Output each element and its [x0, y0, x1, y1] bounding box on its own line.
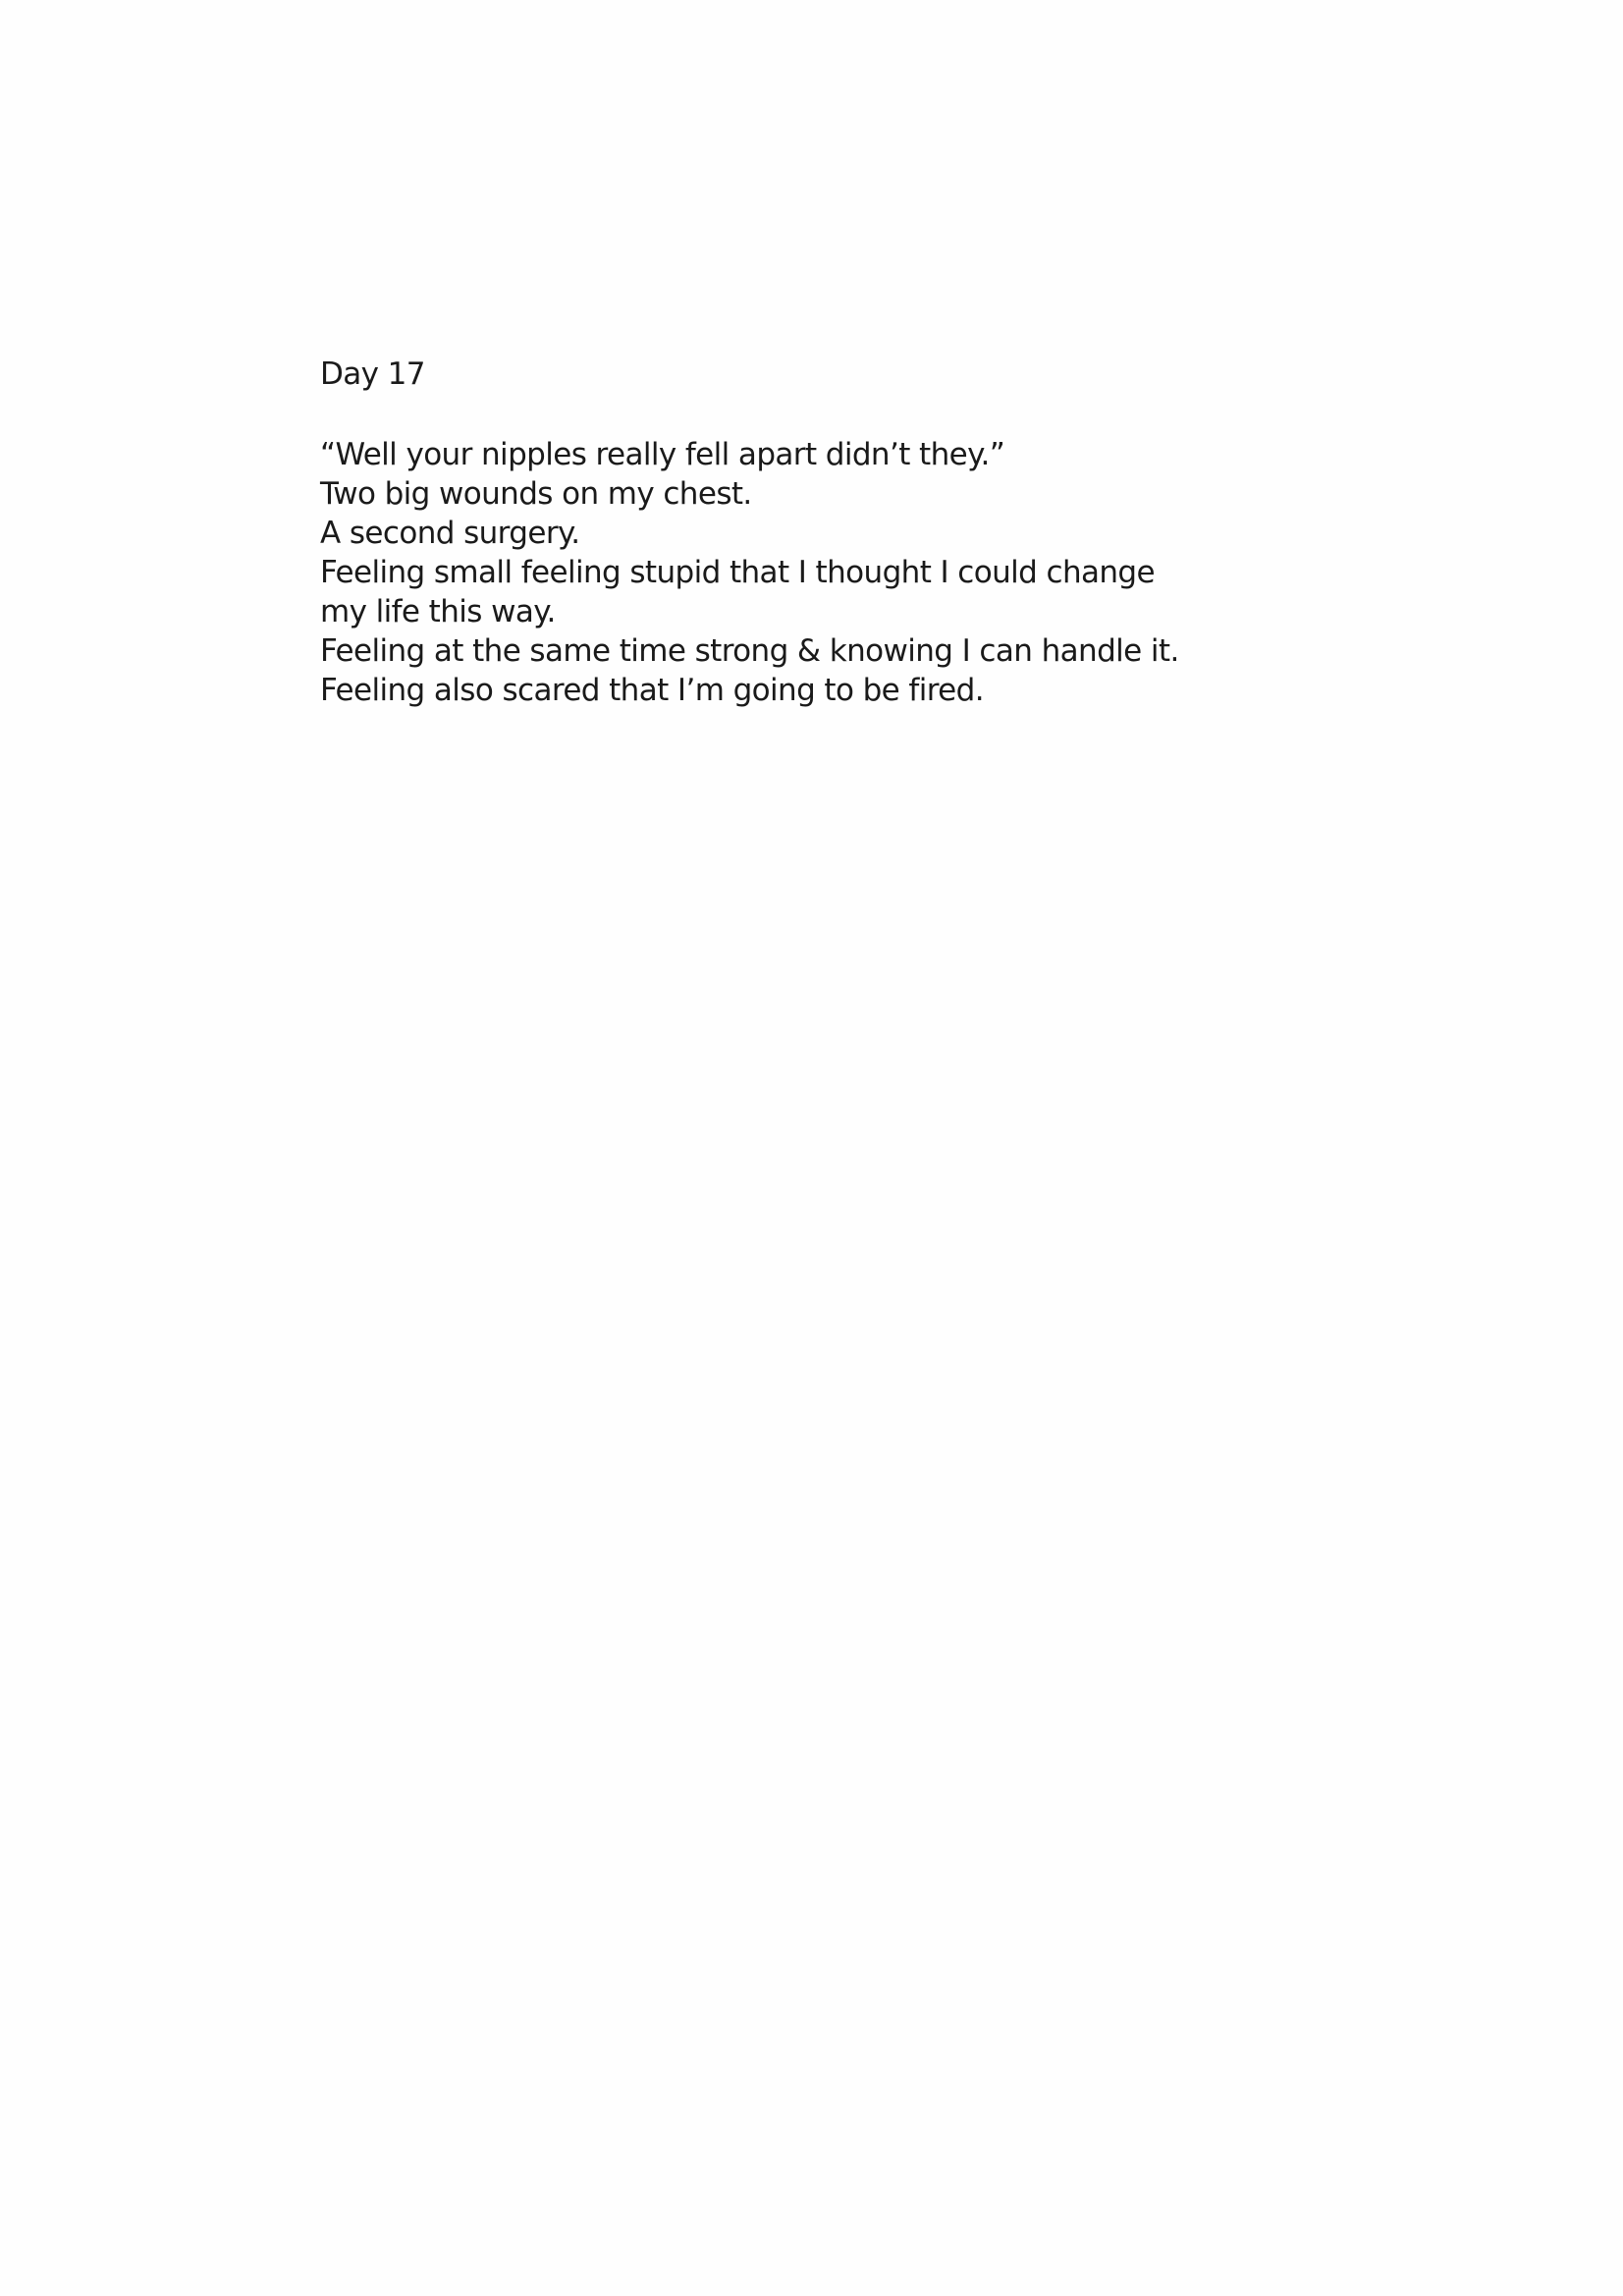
entry-heading: Day 17 [320, 356, 425, 392]
entry-line: my life this way. [320, 594, 556, 629]
entry-line: Two big wounds on my chest. [320, 476, 752, 512]
entry-line: Feeling also scared that I’m going to be fired. [320, 673, 984, 708]
journal-entry [320, 355, 1204, 710]
entry-line: Feeling small feeling stupid that I thought I could change [320, 555, 1155, 590]
entry-line: A second surgery. [320, 516, 580, 551]
entry-line: “Well your nipples really fell apart didn’t they.” [320, 437, 1005, 472]
entry-line: Feeling at the same time strong & knowing I can handle it. [320, 633, 1179, 669]
